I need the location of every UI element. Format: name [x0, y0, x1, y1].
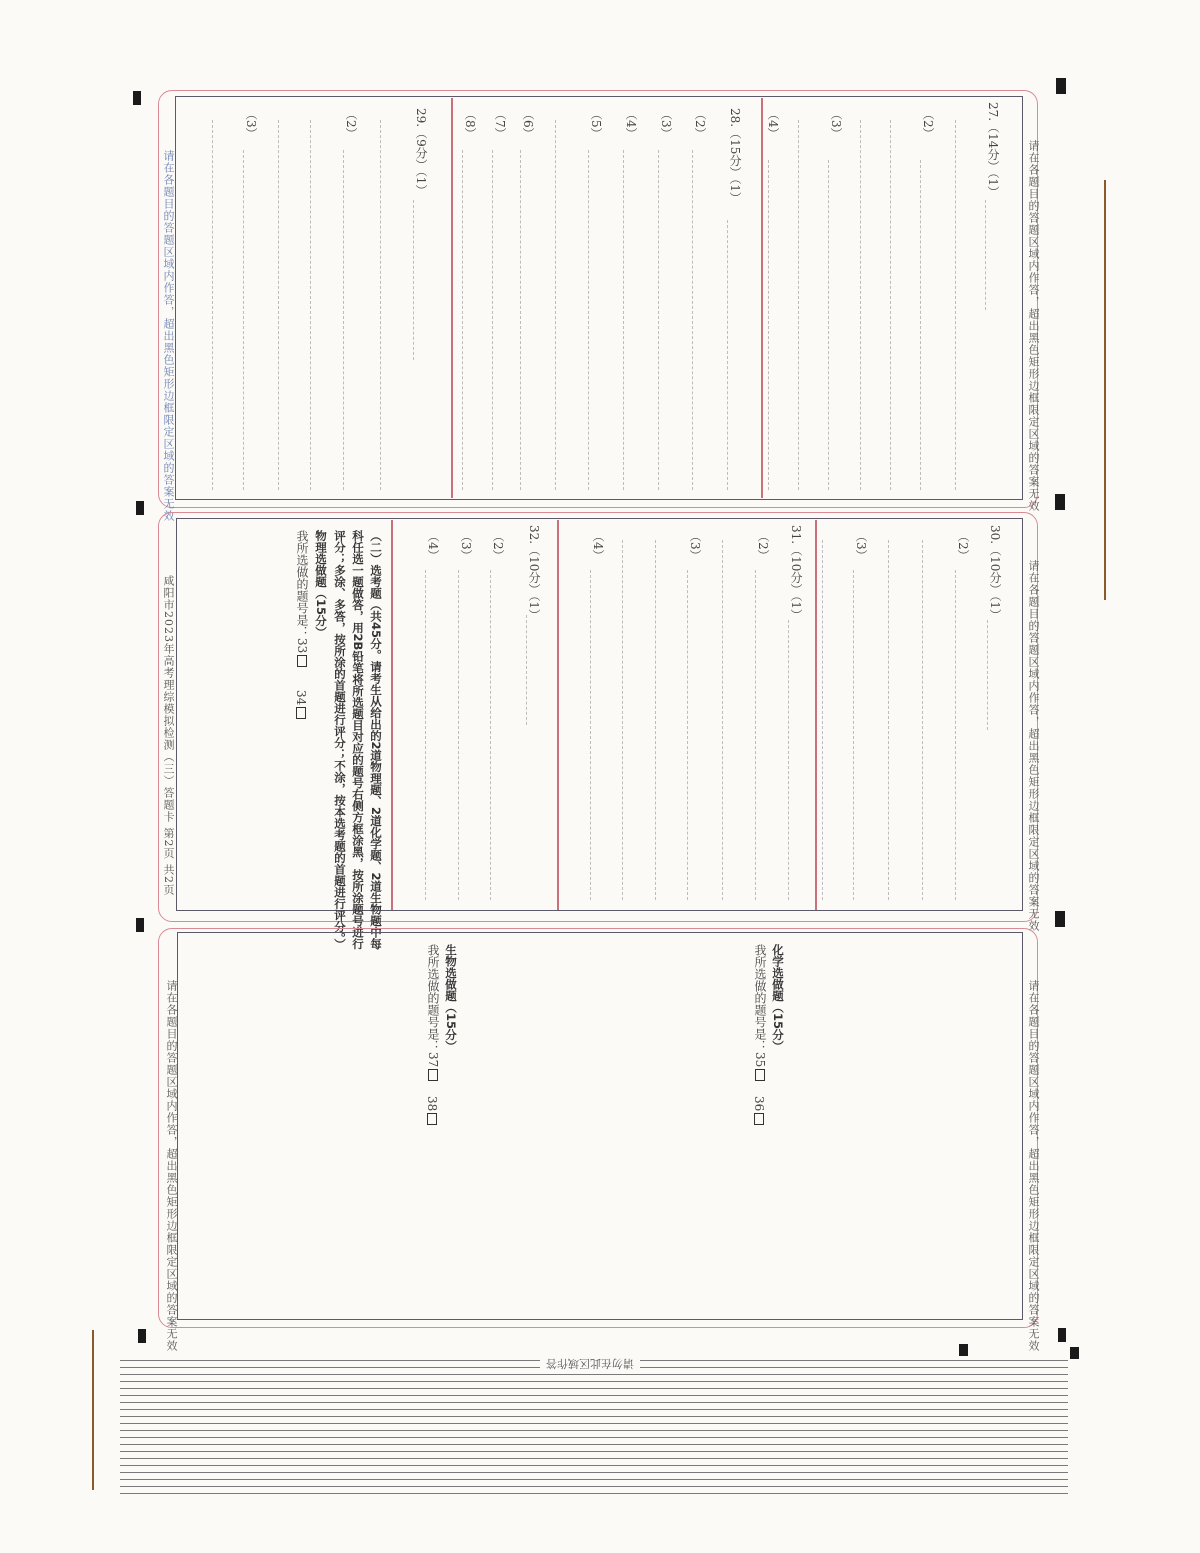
q27-part-4: （4）: [766, 108, 780, 140]
panel-3-left-warning: 请在各题目的答题区域内作答，超出黑色矩形边框限定区域的答案无效: [165, 980, 178, 1352]
panel-1-right-warning: 请在各题目的答题区域内作答，超出黑色矩形边框限定区域的答案无效: [1027, 140, 1040, 512]
answer-line: [623, 150, 624, 490]
physics-section-title: 物理选做题（15分）: [314, 530, 328, 639]
q28-part-6: （6）: [521, 108, 535, 140]
registration-mark: [138, 1329, 146, 1343]
no-write-zone-label: 请勿在此区域作答: [540, 1356, 640, 1372]
q28-header: 28.（15分）（1）: [728, 108, 742, 204]
answer-line: [955, 120, 956, 490]
registration-mark: [136, 501, 144, 515]
chemistry-alt-text: 36: [752, 1096, 766, 1112]
column-divider: [557, 520, 559, 910]
answer-line: [755, 570, 756, 900]
physics-alt-text: 34: [294, 690, 308, 706]
q30-header: 30.（10分）（1）: [988, 525, 1002, 621]
panel-1-left-warning: 请在各题目的答题区域内作答，超出黑色矩形边框限定区域的答案无效: [162, 150, 175, 522]
registration-mark: [1055, 911, 1065, 927]
no-write-zone: [120, 1360, 1068, 1500]
biology-choice-alt: [425, 1096, 439, 1127]
answer-line: [860, 120, 861, 490]
choice-box-33[interactable]: [297, 655, 307, 667]
q28-part-8: （8）: [463, 108, 477, 140]
registration-mark: [1056, 78, 1066, 94]
q27-part-3: （3）: [829, 108, 843, 140]
physics-choice-label: [294, 530, 311, 669]
answer-line: [490, 570, 491, 900]
column-divider: [391, 520, 393, 910]
answer-line: [658, 150, 659, 490]
answer-box-3: [177, 932, 1023, 1320]
answer-line: [727, 220, 728, 490]
registration-mark: [1055, 494, 1065, 510]
biology-section-title: 生物选做题（15分）: [444, 944, 458, 1053]
answer-line: [492, 150, 493, 490]
q27-header: 27.（14分）（1）: [986, 102, 1000, 198]
answer-line: [413, 200, 414, 360]
answer-line: [822, 540, 823, 900]
answer-box-1: [175, 96, 1023, 500]
q28-part-4: （4）: [624, 108, 638, 140]
chemistry-choice-label: [752, 944, 769, 1083]
q29-part-2: （2）: [344, 108, 358, 140]
answer-line: [343, 150, 344, 490]
panel-2-footer: 咸阳市2023年高考理综模拟检测（三）答题卡 第2页 共2页: [162, 575, 175, 896]
answer-line: [798, 120, 799, 490]
registration-mark: [133, 91, 141, 105]
answer-line: [985, 200, 986, 310]
answer-line: [380, 120, 381, 490]
elective-instructions-line-2: 科任选一题做答，用2B铅笔将所选题目对应的题号右侧方框涂黑，按所涂题号进行: [351, 530, 365, 950]
chemistry-choice-text: 我所选做的题号是：35: [753, 944, 767, 1068]
q32-header: 32.（10分）（1）: [527, 525, 541, 621]
elective-instructions-line-3: 评分；多涂、多答，按所涂的首题进行评分；不涂，按本选考题的首题进行评分。）: [333, 530, 347, 950]
answer-line: [462, 150, 463, 490]
answer-line: [920, 160, 921, 490]
q28-part-7: （7）: [493, 108, 507, 140]
panel-3-right-warning: 请在各题目的答题区域内作答，超出黑色矩形边框限定区域的答案无效: [1027, 980, 1040, 1352]
q32-part-2: （2）: [491, 530, 505, 562]
answer-line: [588, 150, 589, 490]
answer-line: [788, 620, 789, 900]
chemistry-choice-alt: [752, 1096, 766, 1127]
choice-box-36[interactable]: [754, 1113, 764, 1125]
answer-line: [458, 570, 459, 900]
answer-line: [768, 160, 769, 490]
answer-line: [888, 540, 889, 900]
column-divider: [761, 98, 763, 498]
choice-box-37[interactable]: [428, 1069, 438, 1081]
q31-header: 31.（10分）（1）: [789, 525, 803, 621]
biology-choice-text: 我所选做的题号是：37: [426, 944, 440, 1068]
answer-line: [890, 120, 891, 490]
biology-alt-text: 38: [425, 1096, 439, 1112]
answer-line: [687, 570, 688, 900]
registration-mark: [136, 918, 144, 932]
answer-line: [278, 120, 279, 490]
q28-part-3: （3）: [659, 108, 673, 140]
column-divider: [451, 98, 453, 498]
answer-line: [922, 540, 923, 900]
q30-part-3: （3）: [854, 530, 868, 562]
answer-line: [520, 150, 521, 490]
left-edge-shadow: [92, 1330, 94, 1490]
answer-line: [828, 160, 829, 490]
q31-part-4: （4）: [591, 530, 605, 562]
answer-line: [425, 570, 426, 900]
q29-part-3: （3）: [244, 108, 258, 140]
q29-header: 29.（9分）（1）: [414, 108, 428, 197]
q32-part-4: （4）: [426, 530, 440, 562]
choice-box-38[interactable]: [427, 1113, 437, 1125]
answer-line: [310, 120, 311, 490]
registration-mark: [1058, 1328, 1066, 1342]
answer-line: [722, 540, 723, 900]
chemistry-section-title: 化学选做题（15分）: [771, 944, 785, 1053]
physics-choice-alt: [294, 690, 308, 721]
column-divider: [815, 520, 817, 910]
answer-line: [955, 570, 956, 900]
q31-part-3: （3）: [688, 530, 702, 562]
answer-line: [622, 540, 623, 900]
registration-mark: [1070, 1347, 1079, 1359]
q30-part-2: （2）: [956, 530, 970, 562]
panel-2-right-warning: 请在各题目的答题区域内作答，超出黑色矩形边框限定区域的答案无效: [1027, 560, 1040, 932]
q28-part-5: （5）: [589, 108, 603, 140]
answer-line: [526, 615, 527, 725]
elective-instructions-line-1: （二）选考题（共45分。请考生从给出的2道物理题、2道化学题、2道生物题中每: [369, 530, 383, 950]
answer-line: [987, 620, 988, 730]
choice-box-35[interactable]: [755, 1069, 765, 1081]
answer-line: [555, 120, 556, 490]
answer-line: [590, 570, 591, 900]
biology-choice-label: [425, 944, 442, 1083]
answer-line: [853, 570, 854, 900]
physics-choice-text: 我所选做的题号是：33: [295, 530, 309, 654]
answer-line: [243, 150, 244, 490]
q32-part-3: （3）: [459, 530, 473, 562]
choice-box-34[interactable]: [296, 707, 306, 719]
q28-part-2: （2）: [693, 108, 707, 140]
answer-line: [655, 540, 656, 900]
right-edge-shadow: [1104, 180, 1106, 600]
q31-part-2: （2）: [756, 530, 770, 562]
answer-line: [692, 150, 693, 490]
answer-line: [212, 120, 213, 490]
q27-part-2: （2）: [921, 108, 935, 140]
registration-mark: [959, 1344, 968, 1356]
